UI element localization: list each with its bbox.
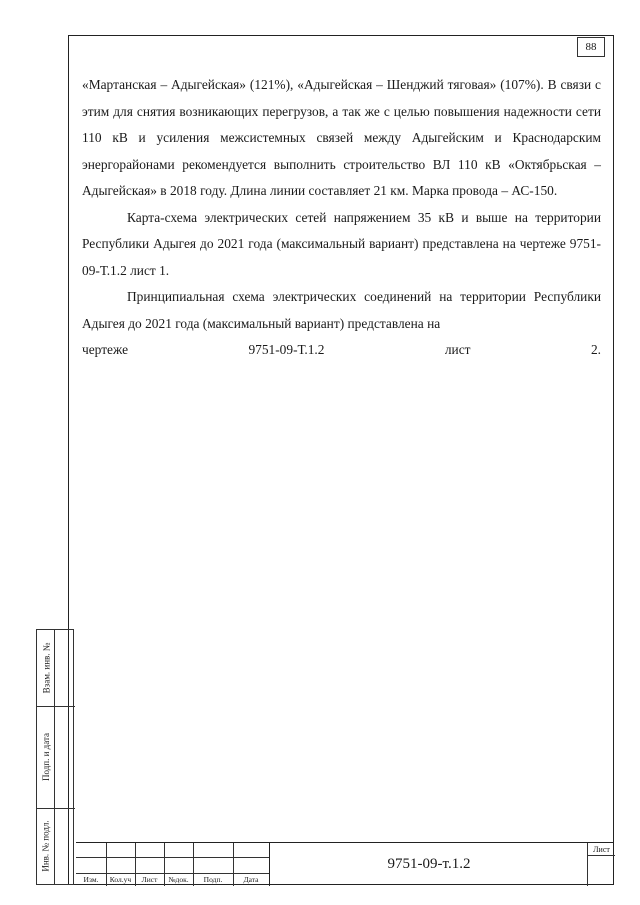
last-line-word-4: 2.: [590, 342, 601, 357]
stamp-col-signature: Подп.: [203, 875, 223, 884]
paragraph-2: Карта-схема электрических сетей напряжением 35 кВ и выше на территории Республики Адыгея до 2021 года (максимальный вариант) представлена на чертеже 9751-09-Т.1.2 лист 1.: [82, 209, 601, 278]
page-number: 88: [577, 37, 605, 57]
last-line-word-3: лист: [444, 342, 471, 357]
stamp-col-count: Кол.уч: [109, 875, 132, 884]
stamp-col-doc-number: №док.: [168, 875, 189, 884]
paragraph-1: «Мартанская – Адыгейская» (121%), «Адыгейская – Шенджий тяговая» (107%). В связи с этим для снятия возникающих перегрузов, а так же с целью повышения надежности сети 110 кВ и усиления межсистемных связей между Адыгейским и Краснодарским энергорайонами рекомендуется выполнить строительство ВЛ 110 кВ «Октябрьская – Адыгейская» в 2018 году. Длина линии составляет 21 км. Марка провода – АС-150.: [82, 77, 601, 198]
last-line-word-1: чертеже: [82, 342, 129, 357]
paragraph-3: Принципиальная схема электрических соединений на территории Республики Адыгея до 2021 года (максимальный вариант) представлена на: [82, 289, 601, 331]
side-field-inv-original: [37, 808, 55, 884]
stamp-col-date: Дата: [243, 875, 259, 884]
paragraph-3-last-line: [82, 337, 601, 364]
stamp-col-sheet: Лист: [141, 875, 158, 884]
side-approval-panel: [36, 629, 74, 885]
side-field-2-text: Подп. и дата: [41, 732, 51, 782]
side-field-replaced-inv: [37, 630, 55, 706]
stamp-col-change: Изм.: [83, 875, 99, 884]
side-field-3-text: Инв. № подл.: [41, 820, 51, 872]
sheet-box: [587, 843, 614, 886]
side-field-1-text: Взам. инв. №: [41, 642, 51, 694]
body-text: [82, 72, 601, 364]
stamp-grid: [76, 843, 269, 886]
document-code: 9751-09-т.1.2: [269, 843, 588, 886]
title-block-stamp: [76, 842, 614, 886]
side-field-sign-date: [37, 706, 55, 808]
last-line-word-2: 9751-09-Т.1.2: [248, 342, 325, 357]
sheet-label: Лист: [588, 844, 615, 856]
document-frame: [68, 35, 614, 885]
stamp-row-line: [76, 857, 269, 858]
